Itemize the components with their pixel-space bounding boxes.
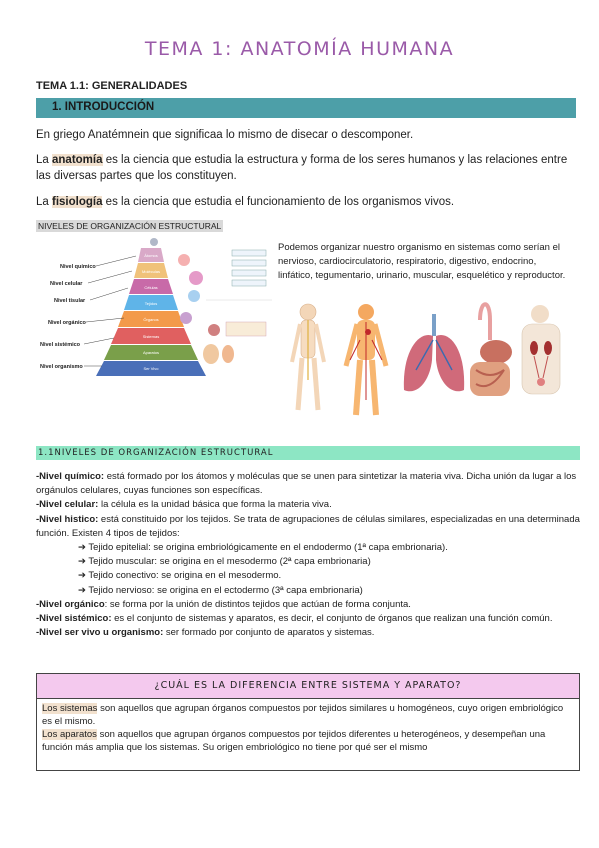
level-item-organ (36, 598, 580, 612)
intro-heading: 1. INTRODUCCIÓN (52, 101, 155, 113)
level-item-tissue (36, 513, 580, 541)
level-term: -Nivel sistémico: (36, 613, 112, 625)
layer-label-2: Células (144, 285, 158, 290)
pyramid-illustration (36, 238, 272, 378)
body-systems-illustration (290, 300, 570, 420)
pyramid-left-2: Nivel tisular (54, 298, 86, 304)
niveles-heading: 1.1NIVELES DE ORGANIZACIÓN ESTRUCTURAL (38, 448, 274, 458)
systems-text: son aquellos que agrupan órganos compuestos por tejidos similares u homogéneos, cuyo origen embriológico es el mismo. (42, 703, 564, 727)
term-anatomy: anatomía (52, 154, 103, 166)
level-text: está constituido por los tejidos. Se trata de agrupaciones de células similares, especializadas en una determinada función. Existen 4 tipos de tejidos: (36, 513, 580, 539)
nervous-system-figure (292, 304, 324, 410)
page-title: TEMA 1: ANATOMÍA HUMANA (144, 38, 455, 60)
level-text: : se forma por la unión de distintos tejidos que actúan de forma conjunta. (104, 598, 411, 610)
paragraph-etymology: En griego Anatémnein que significaa lo mismo de disecar o descomponer. (36, 129, 414, 141)
layer-label-3: Tejidos (144, 301, 158, 306)
niveles-label: NIVELES DE ORGANIZACIÓN ESTRUCTURAL (38, 221, 222, 231)
apparatus-term: Los aparatos (42, 729, 97, 740)
systems-term: Los sistemas (42, 703, 98, 714)
lungs-figure (404, 314, 464, 391)
layer-label-1: Moléculas (141, 269, 161, 274)
level-term: -Nivel orgánico (36, 598, 105, 610)
urinary-figure (522, 305, 560, 394)
level-text: está formado por los átomos y moléculas que se unen para sintetizar la materia viva. Dicha unión da lugar a los orgánulos celulares, cuyas funciones son específicas. (36, 471, 577, 497)
pyramid-left-0: Nivel químico (60, 264, 96, 270)
levels-list (36, 470, 580, 640)
level-term: -Nivel histico: (36, 513, 99, 525)
intro-heading-bar (36, 98, 576, 118)
paragraph-physiology (36, 194, 576, 210)
paragraph-anatomy (36, 152, 576, 184)
level-text: la célula es la unidad básica que forma la materia viva. (98, 499, 332, 511)
systems-definition (42, 702, 572, 728)
level-text: ser formado por conjunto de aparatos y sistemas. (163, 627, 375, 639)
layer-label-4: Órganos (143, 317, 159, 322)
layer-label-5: Sistemas (142, 334, 160, 339)
level-item-cellular (36, 498, 580, 512)
tissue-item: ➔ Tejido muscular: se origina en el mesodermo (2ª capa embrionaria) (78, 556, 371, 568)
level-item-chemical (36, 470, 580, 498)
level-item-organism (36, 626, 580, 640)
pyramid-left-1: Nivel celular (50, 281, 83, 287)
para2-text: es la ciencia que estudia la estructura y forma de los seres humanos y las relaciones entre las diversas partes que los constituyen. (36, 154, 568, 182)
tissue-item: ➔ Tejido epitelial: se origina embriológicamente en el endodermo (1ª capa embrionaria). (78, 542, 448, 554)
pyramid-left-5: Nivel organismo (40, 364, 83, 370)
para3-prefix: La (36, 196, 52, 208)
level-term: -Nivel químico: (36, 471, 105, 482)
tissue-item: ➔ Tejido conectivo: se origina en el mesodermo. (78, 570, 282, 582)
level-term: -Nivel ser vivo u organismo: (36, 627, 164, 639)
systems-description: Podemos organizar nuestro organismo en sistemas como serían el nervioso, cardiocirculatorio, respiratorio, digestivo, endocrino, linfático, tegumentario, urinario, muscular, esquelético y reproductor. (278, 242, 566, 281)
level-term: -Nivel celular: (36, 499, 99, 511)
apparatus-text: son aquellos que agrupan órganos compuestos por tejidos diferentes u heterogéneos, y desempeñan una función más amplia que los sistemas. Su origen embriológico no tiene por qué ser el mismo (42, 729, 546, 753)
para2-prefix: La (36, 154, 52, 166)
layer-label-0: Átomos (144, 253, 158, 258)
apparatus-definition (42, 728, 572, 754)
term-physiology: fisiología (52, 196, 103, 208)
pyramid-left-4: Nivel sistémico (40, 342, 81, 348)
circulatory-system-figure (346, 304, 386, 415)
level-text: es el conjunto de sistemas y aparatos, es decir, el conjunto de órganos que realizan una función común. (111, 613, 553, 625)
digestive-figure (470, 304, 512, 396)
niveles-heading-bar (36, 446, 580, 460)
tissue-item: ➔ Tejido nervioso: se origina en el ectodermo (3ª capa embrionaria) (78, 584, 363, 596)
pyramid-left-3: Nivel orgánico (48, 320, 86, 326)
section-subtitle: TEMA 1.1: GENERALIDADES (36, 80, 188, 92)
level-item-systemic (36, 612, 580, 626)
difference-box (36, 673, 580, 771)
layer-label-6: Aparatos (142, 350, 160, 355)
difference-box-body (42, 702, 572, 754)
para3-text: es la ciencia que estudia el funcionamiento de los organismos vivos. (102, 196, 455, 208)
difference-box-heading: ¿CUÁL ES LA DIFERENCIA ENTRE SISTEMA Y APARATO? (37, 674, 579, 699)
layer-label-7: Ser Vivo (143, 366, 159, 371)
